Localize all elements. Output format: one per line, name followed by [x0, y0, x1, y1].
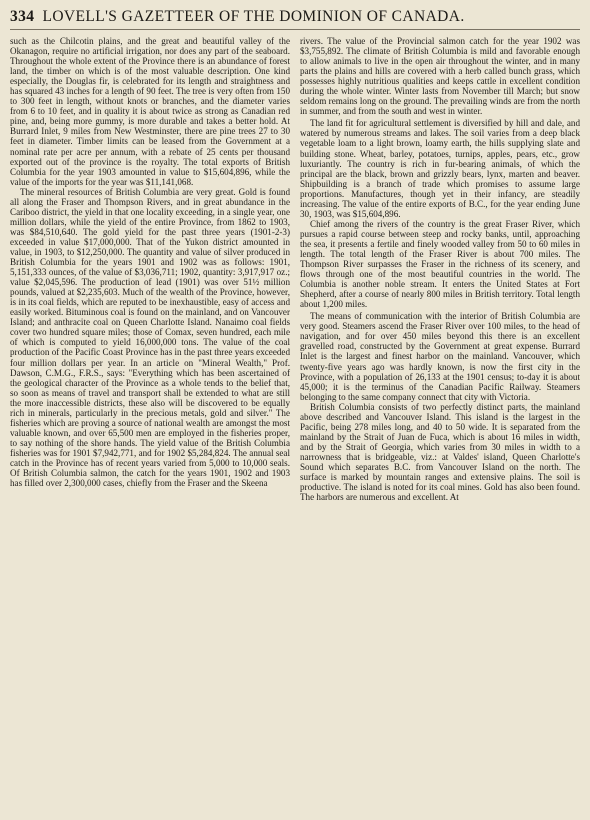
left-column	[10, 36, 290, 502]
page-number: 334	[10, 8, 35, 25]
paragraph: The land fit for agricultural settlement is diversified by hill and dale, and watered by numerous streams and lakes. The soil varies from a deep black vegetable loam to a light brown, loamy earth, the hills supplying slate and building stone. Wheat, barley, potatoes, turnips, apples, pears, etc., grow luxuriantly. The country is rich in fur-bearing animals, of which the principal are the black, brown and grizzly bears, lynx, marten and beaver. Shipbuilding is a branch of trade which promises to assume large proportions. Manufactures, though yet in their infancy, are steadily increasing. The value of the entire exports of B.C., for the year ending June 30, 1903, was $15,604,896.	[300, 118, 580, 219]
paragraph: The means of communication with the interior of British Columbia are very good. Steamers ascend the Fraser River over 100 miles, to the head of navigation, and for over 450 miles beyond this there is an excellent gravelled road, constructed by the Government at great expense. Burrard Inlet is the largest and finest harbor on the mainland. Vancouver, which twenty-five years ago was hardly known, is now the first city in the Province, with a population of 26,133 at the 1901 census; to-day it is about 45,000; it is the terminus of the Canadian Pacific Railway. Steamers belonging to the same company connect that city with Victoria.	[300, 311, 580, 402]
paragraph: Chief among the rivers of the country is the great Fraser River, which pursues a rapid course between steep and rocky banks, until, approaching the sea, it presents a fertile and finely wooded valley from 50 to 60 miles in length. The total length of the Fraser River is about 700 miles. The Thompson River surpasses the Fraser in the richness of its scenery, and flows through one of the most beautiful countries in the world. The Columbia is another noble stream. It enters the United States at Fort Shepherd, after a course of nearly 800 miles in British territory. Total length about 1,200 miles.	[300, 218, 580, 310]
page-title: LOVELL'S GAZETTEER OF THE DOMINION OF CANADA.	[42, 8, 465, 25]
paragraph: British Columbia consists of two perfectly distinct parts, the mainland above described and Vancouver Island. This island is the largest in the Pacific, being 278 miles long, and 40 to 50 wide. It is separated from the mainland by the Strait of Juan de Fuca, which is about 16 miles in width, and by the Strait of Georgia, which varies from 30 miles in width to a narrowness that is bridgeable, viz.: at Valdes' island, Queen Charlotte's Sound which separates B.C. from Vancouver Island on the north. The surface is marked by mountain ranges and extensive plains. The soil is productive. The island is noted for its coal mines. Gold has also been found. The harbors are numerous and excellent. At	[300, 401, 580, 503]
paragraph: such as the Chilcotin plains, and the great and beautiful valley of the Okanagon, require no artificial irrigation, nor does any part of the seaboard. Throughout the whole extent of the Province there is an abundance of forest land, the timber on which is of the most valuable description. One kind especially, the Douglas fir, is celebrated for its length and straightness and has squared 43 inches for a length of 90 feet. The tree is very often from 150 to 300 feet in length, without knots or branches, and the diameter varies from 6 to 10 feet, and in quality it is about twice as strong as Canadian red pine, and, being more gummy, is more durable and takes a better hold. At Burrard Inlet, 9 miles from New Westminster, there are pine trees 27 to 30 feet in diameter. Timber limits can be leased from the Government at a nominal rate per acre per annum, with a rebate of 25 cents per thousand exported out of the province is the royalty. The total exports of British Columbia for the year 1903 amounted in value to $15,604,896, while the value of the imports for the year was $11,141,068.	[10, 36, 290, 187]
paragraph: rivers. The value of the Provincial salmon catch for the year 1902 was $3,755,892. The climate of British Columbia is mild and favorable enough to allow animals to live in the open air throughout the winter, and in many parts the plains and hills are covered with a herb called bunch grass, which possesses highly nutritious qualities and keeps cattle in excellent condition during the whole winter. Winter lasts from November till March; but snow seldom remains long on the ground. The prevailing winds are from the north in summer, and from the south and west in winter.	[300, 36, 580, 117]
running-header	[10, 8, 580, 30]
paragraph: The mineral resources of British Columbia are very great. Gold is found all along the Fraser and Thompson Rivers, and in great abundance in the Cariboo district, the yield in that one locality exceeding, in a single year, one million dollars, while the yield of the entire Province, from 1862 to 1903, was $84,510,640. The gold yield for the past three years (1901-2-3) exceeded in value $17,000,000. That of the Yukon district amounted in value, in 1903, to $12,250,000. The quantity and value of silver produced in British Columbia for the years 1901 and 1902 was as follows: 1901, 5,151,333 ounces, of the value of $3,036,711; 1902, quantity: 3,917,917 oz.; value $2,045,596. The production of lead (1901) was over 51½ million pounds, valued at $2,235,603. Much of the wealth of the Province, however, is in its coal fields, which are reputed to be inexhaustible, easy of access and easily worked. Bituminous coal is found on the mainland, and on Vancouver Island; and anthracite coal on Queen Charlotte Island. Nanaimo coal fields cover two hundred square miles; those of Comax, seven hundred, each mile of which is computed to yield 16,000,000 tons. The value of the coal production of the Pacific Coast Province has in the past three years exceeded four million dollars per year. In an article on "Mineral Wealth," Prof. Dawson, C.M.G., F.R.S., says: "Everything which has been ascertained of the geological character of the Province as a whole tends to the belief that, so soon as means of travel and transport shall be extended to what are still the more inaccessible districts, these also will be discovered to be equally rich in minerals, particularly in the precious metals, gold and silver." The fisheries which are proving a source of national wealth are amongst the most valuable known, and over 65,500 men are employed in the fisheries proper, to say nothing of the shore hands. The yield value of the British Columbia fisheries was for 1901 $7,942,771, and for 1902 $5,284,824. The annual seal catch in the Province has of recent years varied from 5,000 to 10,000 seals. Of British Columbia salmon, the catch for the years 1901, 1902 and 1903 has filled over 2,300,000 cases, chiefly from the Fraser and the Skeena	[10, 186, 290, 489]
right-column	[300, 36, 580, 502]
text-columns	[10, 36, 580, 502]
